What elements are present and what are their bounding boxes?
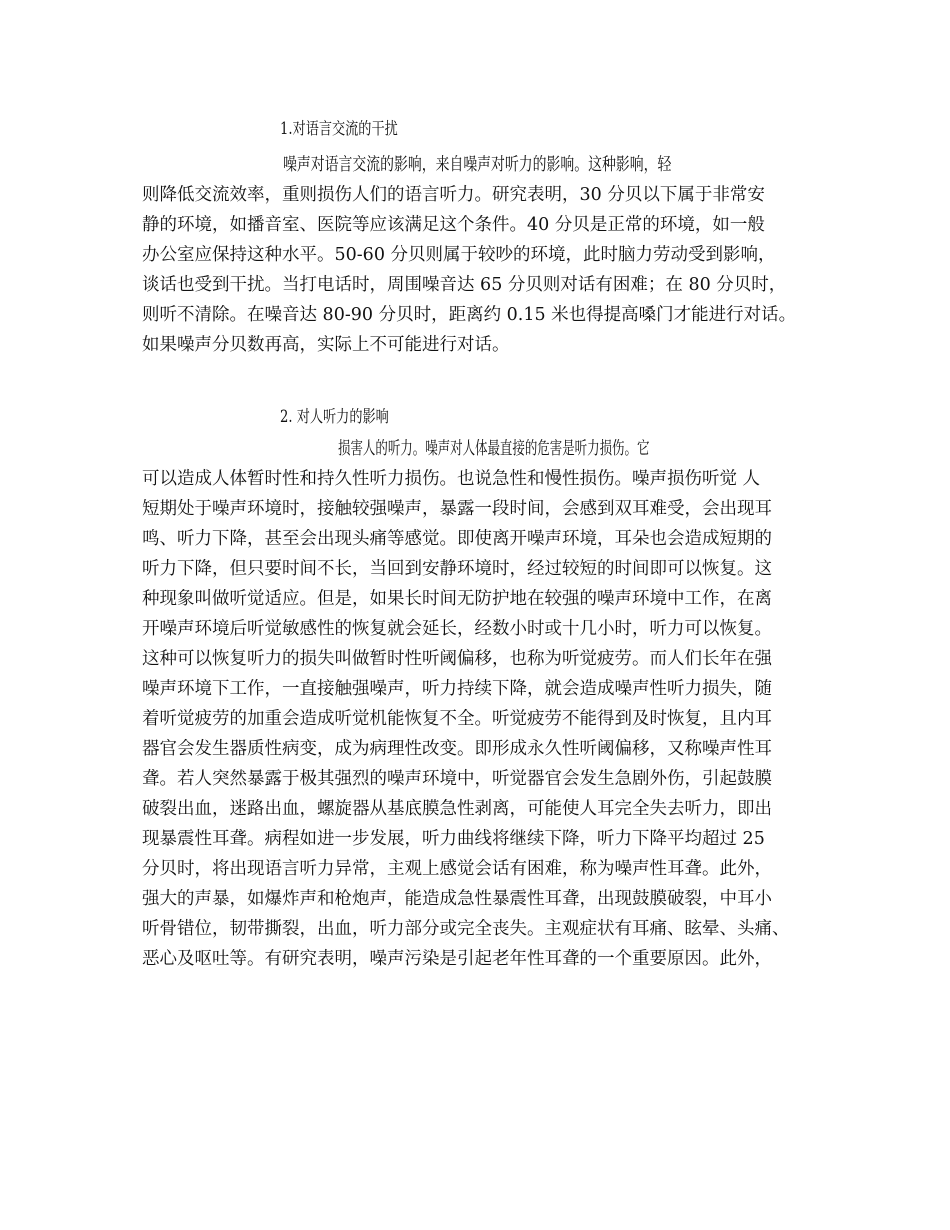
section2-line-15: 分贝时，将出现语言听力异常，主观上感觉会话有困难，称为噪声性耳聋。此外， <box>142 859 772 879</box>
section2-line-13: 破裂出血，迷路出血，螺旋器从基底膜急性剥离，可能使人耳完全失去听力，即出 <box>142 799 772 819</box>
section2-line-9: 噪声环境下工作，一直接触强噪声，听力持续下降，就会造成噪声性听力损失，随 <box>142 679 772 699</box>
section1-line-5: 谈话也受到干扰。当打电话时，周围噪音达 65 分贝则对话有困难；在 80 分贝时， <box>142 275 787 295</box>
section2-line-3: 短期处于噪声环境时，接触较强噪声，暴露一段时间，会感到双耳难受，会出现耳 <box>142 499 772 519</box>
section2-heading: 2. 对人听力的影响 <box>280 407 389 426</box>
section2-line-7: 开噪声环境后听觉敏感性的恢复就会延长，经数小时或十几小时，听力可以恢复。 <box>142 619 772 639</box>
section2-line-5: 听力下降，但只要时间不长，当回到安静环境时，经过较短的时间即可以恢复。这 <box>142 559 772 579</box>
section2-line-12: 聋。若人突然暴露于极其强烈的噪声环境中，听觉器官会发生急剧外伤，引起鼓膜 <box>142 769 772 789</box>
section2-line-6: 种现象叫做听觉适应。但是，如果长时间无防护地在较强的噪声环境中工作，在离 <box>142 589 772 609</box>
section2-line-10: 着听觉疲劳的加重会造成听觉机能恢复不全。听觉疲劳不能得到及时恢复，且内耳 <box>142 709 772 729</box>
section1-line-6: 则听不清除。在噪音达 80-90 分贝时，距离约 0.15 米也得提高嗓门才能进行对话。 <box>142 305 797 325</box>
section2-line-16: 强大的声暴，如爆炸声和枪炮声，能造成急性暴震性耳聋，出现鼓膜破裂，中耳小 <box>142 889 772 909</box>
section1-line-2: 则降低交流效率，重则损伤人们的语言听力。研究表明，30 分贝以下属于非常安 <box>142 185 765 205</box>
section2-line-1: 损害人的听力。噪声对人体最直接的危害是听力损伤。它 <box>338 439 650 459</box>
section1-line-1: 噪声对语言交流的影响，来自噪声对听力的影响。这种影响，轻 <box>283 155 672 175</box>
section2-line-11: 器官会发生器质性病变，成为病理性改变。即形成永久性听阈偏移，又称噪声性耳 <box>142 739 772 759</box>
section2-line-4: 鸣、听力下降，甚至会出现头痛等感觉。即使离开噪声环境，耳朵也会造成短期的 <box>142 529 772 549</box>
section1-heading: 1.对语言交流的干扰 <box>280 119 398 138</box>
section1-line-4: 办公室应保持这种水平。50-60 分贝则属于较吵的环境，此时脑力劳动受到影响， <box>142 245 776 265</box>
section1-line-3: 静的环境，如播音室、医院等应该满足这个条件。40 分贝是正常的环境，如一般 <box>142 215 765 235</box>
section1-line-7: 如果噪声分贝数再高，实际上不可能进行对话。 <box>142 335 510 355</box>
section2-line-2: 可以造成人体暂时性和持久性听力损伤。也说急性和慢性损伤。噪声损伤听觉 人 <box>142 469 761 489</box>
section2-line-18: 恶心及呕吐等。有研究表明，噪声污染是引起老年性耳聋的一个重要原因。此外， <box>142 949 772 969</box>
section2-line-17: 听骨错位，韧带撕裂，出血，听力部分或完全丧失。主观症状有耳痛、眩晕、头痛、 <box>142 919 790 939</box>
section2-line-8: 这种可以恢复听力的损失叫做暂时性听阈偏移，也称为听觉疲劳。而人们长年在强 <box>142 649 772 669</box>
section2-line-14: 现暴震性耳聋。病程如进一步发展，听力曲线将继续下降，听力下降平均超过 25 <box>142 829 765 849</box>
